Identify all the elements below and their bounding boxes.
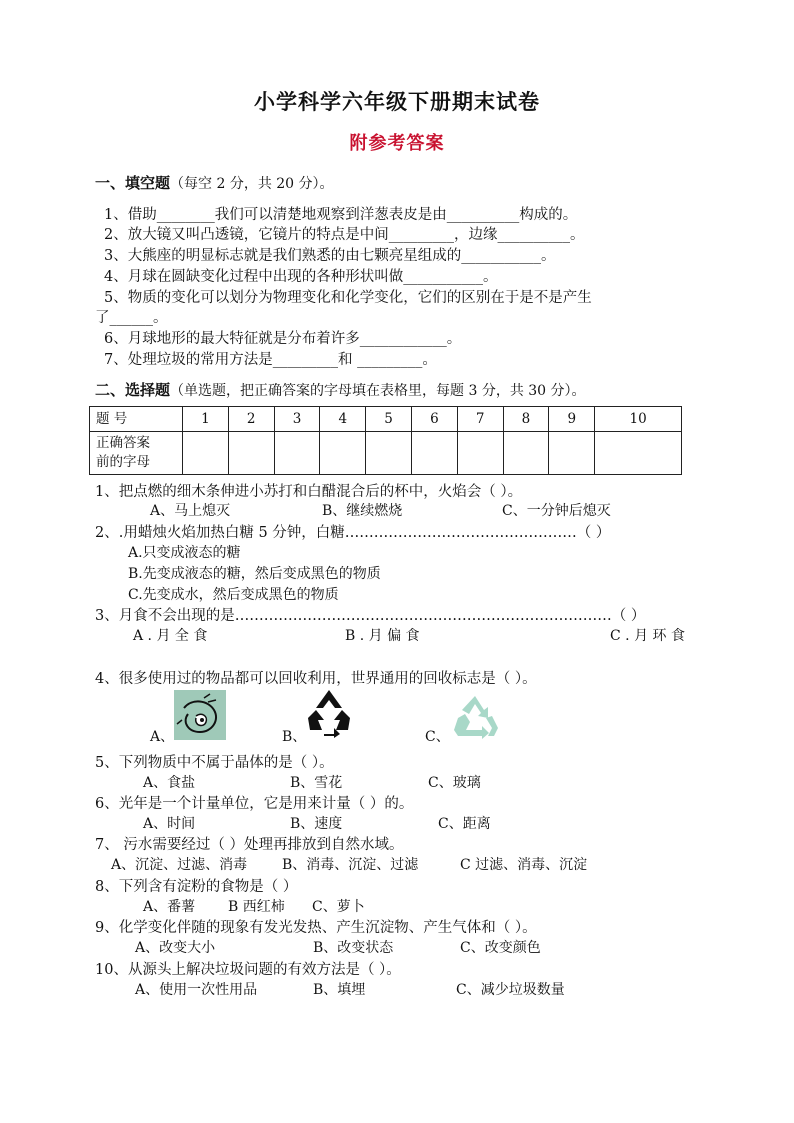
- q7-option-b: B、消毒、沉淀、过滤: [282, 857, 419, 873]
- answer-cell[interactable]: [503, 432, 549, 475]
- table-label-number: 题 号: [90, 407, 183, 432]
- fill-question-7: 7、处理垃圾的常用方法是_________和 _________。: [104, 352, 437, 368]
- page-title: 小学科学六年级下册期末试卷: [254, 89, 540, 114]
- section-2-note: （单选题，把正确答案的字母填在表格里，每题 3 分，共 30 分）。: [170, 383, 586, 399]
- answer-cell[interactable]: [228, 432, 274, 475]
- choice-question-7: 7、 污水需要经过（ ）处理再排放到自然水域。: [95, 837, 404, 853]
- answer-table-answer-row: [90, 432, 682, 475]
- q2-option-b: B.先变成液态的糖，然后变成黑色的物质: [128, 566, 381, 582]
- choice-question-3: 3、月食不会出现的是……………………………………………………………………（ ）: [95, 608, 646, 624]
- choice-question-8: 8、下列含有淀粉的食物是（ ）: [95, 879, 298, 895]
- q3-option-a: A . 月 全 食: [133, 628, 208, 644]
- choice-question-1: 1、把点燃的细木条伸进小苏打和白醋混合后的杯中，火焰会（ ）。: [95, 484, 523, 500]
- q7-option-c: C 过滤、消毒、沉淀: [460, 857, 588, 873]
- answer-cell[interactable]: [183, 432, 229, 475]
- q5-option-c: C、玻璃: [428, 775, 481, 791]
- section-1-note: （每空 2 分，共 20 分）。: [170, 176, 334, 192]
- page-subtitle: 附参考答案: [349, 133, 445, 154]
- q1-option-b: B、继续燃烧: [322, 503, 403, 519]
- q9-option-a: A、改变大小: [135, 940, 216, 956]
- q3-option-c: C . 月 环 食: [610, 628, 685, 644]
- table-number-cell: 6: [411, 407, 457, 432]
- q5-option-b: B、雪花: [290, 775, 343, 791]
- q9-option-c: C、改变颜色: [460, 940, 541, 956]
- table-number-cell: 1: [183, 407, 229, 432]
- fill-question-5: 5、物质的变化可以划分为物理变化和化学变化，它们的区别在于是不是产生: [104, 290, 592, 306]
- choice-question-9: 9、化学变化伴随的现象有发光发热、产生沉淀物、产生气体和（ ）。: [95, 920, 537, 936]
- table-number-cell: 2: [228, 407, 274, 432]
- answer-cell[interactable]: [549, 432, 595, 475]
- fill-question-1: 1、借助________我们可以清楚地观察到洋葱表皮是由__________构成的。: [104, 207, 578, 223]
- recycle-icon-black: [302, 688, 356, 738]
- answer-cell[interactable]: [320, 432, 366, 475]
- answer-cell[interactable]: [595, 432, 682, 475]
- q6-option-b: B、速度: [290, 816, 343, 832]
- table-number-cell: 5: [366, 407, 412, 432]
- recycle-icon-green: [448, 692, 502, 740]
- section-2-heading: [95, 379, 586, 400]
- table-number-cell: 8: [503, 407, 549, 432]
- q9-option-b: B、改变状态: [313, 940, 394, 956]
- q5-option-a: A、食盐: [143, 775, 196, 791]
- answer-cell[interactable]: [366, 432, 412, 475]
- q2-option-a: A.只变成液态的糖: [128, 545, 241, 561]
- choice-question-4: 4、很多使用过的物品都可以回收利用，世界通用的回收标志是（ ）。: [95, 671, 537, 687]
- choice-question-10: 10、从源头上解决垃圾问题的有效方法是（ ）。: [95, 962, 401, 978]
- choice-question-5: 5、下列物质中不属于晶体的是（ ）。: [95, 755, 334, 771]
- answer-cell[interactable]: [411, 432, 457, 475]
- q7-option-a: A、沉淀、过滤、消毒: [111, 857, 248, 873]
- answer-cell[interactable]: [457, 432, 503, 475]
- q4-option-c: C、: [425, 729, 450, 745]
- section-1-heading: [95, 172, 334, 193]
- fill-question-6: 6、月球地形的最大特征就是分布着许多____________。: [104, 331, 462, 347]
- q3-option-b: B . 月 偏 食: [345, 628, 420, 644]
- q6-option-c: C、距离: [438, 816, 491, 832]
- table-number-cell: 9: [549, 407, 595, 432]
- q4-option-a: A、: [150, 729, 175, 745]
- q8-option-b: B 西红柿: [228, 899, 285, 915]
- fill-question-3: 3、大熊座的明显标志就是我们熟悉的由七颗亮星组成的___________。: [104, 248, 556, 264]
- table-number-cell: 4: [320, 407, 366, 432]
- fill-question-5-cont: 了______。: [95, 310, 168, 326]
- choice-question-2: 2、.用蜡烛火焰加热白糖 5 分钟，白糖…………………………………………（ ）: [95, 525, 611, 541]
- q1-option-a: A、马上熄灭: [150, 503, 231, 519]
- q6-option-a: A、时间: [143, 816, 196, 832]
- section-2-title: 二、选择题: [95, 381, 171, 399]
- section-1-title: 一、填空题: [95, 174, 171, 192]
- recycle-image-a: [174, 690, 226, 740]
- choice-question-6: 6、光年是一个计量单位，它是用来计量（ ）的。: [95, 796, 414, 812]
- table-label-answer-line1: 正确答案: [96, 435, 150, 451]
- table-number-cell: 10: [595, 407, 682, 432]
- q4-option-b: B、: [282, 729, 307, 745]
- q8-option-c: C、萝卜: [312, 899, 365, 915]
- fill-question-2: 2、放大镜又叫凸透镜，它镜片的特点是中间_________，边缘__________。: [104, 227, 585, 243]
- fill-question-4: 4、月球在圆缺变化过程中出现的各种形状叫做___________。: [104, 269, 498, 285]
- table-label-answer: [90, 432, 183, 475]
- q8-option-a: A、番薯: [143, 899, 196, 915]
- answer-table-header-row: [90, 407, 682, 432]
- answer-cell[interactable]: [274, 432, 320, 475]
- q10-option-a: A、使用一次性用品: [135, 982, 258, 998]
- table-number-cell: 3: [274, 407, 320, 432]
- answer-table: [89, 406, 682, 475]
- q10-option-b: B、填埋: [313, 982, 366, 998]
- q2-option-c: C.先变成水，然后变成黑色的物质: [128, 587, 339, 603]
- q10-option-c: C、减少垃圾数量: [456, 982, 565, 998]
- table-number-cell: 7: [457, 407, 503, 432]
- q1-option-c: C、一分钟后熄灭: [502, 503, 611, 519]
- table-label-answer-line2: 前的字母: [96, 454, 150, 470]
